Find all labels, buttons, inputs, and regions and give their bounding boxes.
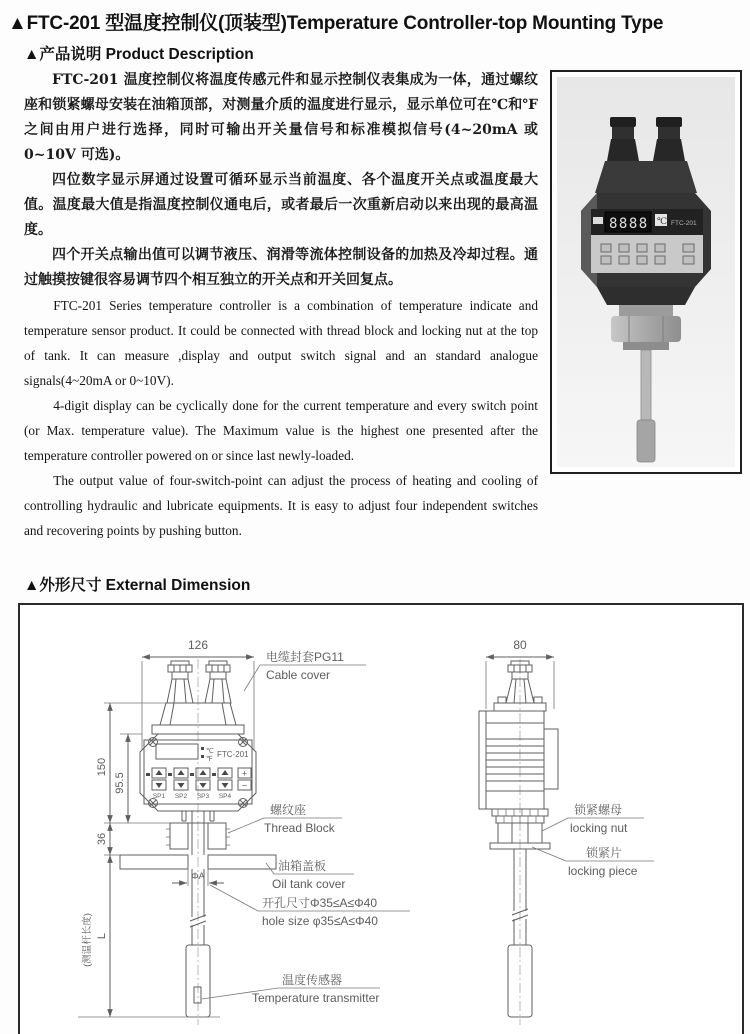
label-hole-size-zh: 开孔尺寸Φ35≤A≤Φ40 <box>262 896 378 910</box>
label-oil-tank-zh: 油箱盖板 <box>278 859 327 873</box>
photo-model-label: FTC-201 <box>671 220 697 227</box>
front-cable-glands <box>167 661 231 703</box>
label-sensor-zh: 温度传感器 <box>282 973 343 987</box>
product-photo-frame <box>550 70 742 474</box>
device-terminal-box <box>595 161 697 193</box>
panel-minus-button: − <box>241 780 248 791</box>
sensor-window <box>194 987 201 1003</box>
paragraph-zh-3: 四个开关点输出值可以调节液压、润滑等流体控制设备的加热及冷却过程。通过触摸按键很容易调节四个相互独立的开关点和开关回复点。 <box>24 247 538 288</box>
front-dim-hole-value: ΦA <box>191 871 205 881</box>
front-leader-labels <box>202 649 410 1005</box>
front-dim-width-value: 126 <box>187 638 209 652</box>
photo-display-digits: 8888 <box>609 216 649 232</box>
label-thread-block-en: Thread Block <box>264 821 335 835</box>
front-view-drawing <box>78 638 410 1025</box>
device-bottom-band <box>597 287 695 305</box>
panel-sp1-label: SP1 <box>152 793 166 800</box>
front-left-dimensions <box>81 703 170 1017</box>
panel-unit-c: ℃ <box>206 748 214 755</box>
label-locking-nut-zh: 锁紧螺母 <box>574 803 623 817</box>
front-dim-height-total: 150 <box>96 757 108 777</box>
front-probe <box>78 869 220 1017</box>
panel-plus-button: + <box>241 768 248 779</box>
label-sensor-en: Temperature transmitter <box>252 991 380 1005</box>
product-description-heading: ▲产品说明 Product Description <box>24 46 254 63</box>
label-locking-piece-en: locking piece <box>568 864 638 878</box>
label-hole-size-en: hole size φ35≤A≤Φ40 <box>262 914 378 928</box>
paragraph-en-2: 4-digit display can be cyclically done for the current temperature and every switch point (or Max. temperature value). The Maximum value is the highest one presented after the temperature controller powered on or since last newly-loaded. <box>24 398 538 463</box>
label-thread-block-zh: 螺纹座 <box>270 803 307 817</box>
paragraph-zh-2: 四位数字显示屏通过设置可循环显示当前温度、各个温度开关点或温度最大值。温度最大值是指温度控制仪通电后，或者最后一次重新启动以来出现的最高温度。 <box>24 172 538 238</box>
description-section <box>24 68 742 543</box>
front-panel-display <box>156 744 249 763</box>
description-text-column <box>24 68 538 543</box>
side-leader-labels <box>532 802 654 878</box>
label-cable-cover-zh: 电缆封套PG11 <box>266 650 344 664</box>
panel-model-label: FTC-201 <box>217 750 249 759</box>
device-display <box>591 209 703 235</box>
front-dim-thread-height: 36 <box>96 832 108 846</box>
panel-sp2-label: SP2 <box>174 793 188 800</box>
side-dim-width-value: 80 <box>513 638 527 652</box>
side-view-drawing <box>479 638 654 1025</box>
front-dim-probe-length: L <box>96 932 108 940</box>
panel-sp3-label: SP3 <box>196 793 210 800</box>
front-dim-height-panel: 95.5 <box>114 772 126 794</box>
external-dimension-heading: ▲外形尺寸 External Dimension <box>24 577 251 594</box>
brand-logo <box>593 217 603 224</box>
paragraph-zh-1: FTC-201 温度控制仪将温度传感元件和显示控制仪表集成为一体，通过螺纹座和锁紧螺母安装在油箱顶部，对测量介质的温度进行显示，显示单位可在℃和℉之间由用户进行选择，同时可输出开关量信号和标准模拟信号(4~20mA 或 0~10V 可选)。 <box>24 72 538 163</box>
label-cable-cover-en: Cable cover <box>266 668 331 682</box>
dimension-drawing <box>20 605 742 1034</box>
front-panel-buttons <box>146 768 251 800</box>
front-dim-probe-note: (测温杆长度) <box>82 913 93 967</box>
page-title: ▲FTC-201 型温度控制仪(顶装型)Temperature Controller-top Mounting Type <box>8 13 664 34</box>
paragraph-en-1: FTC-201 Series temperature controller is a combination of temperature indicate and temperature sensor product. It could be connected with thread block and locking nut at the top of tank. It can measure ,display and output switch signal and an standard analogue signals(4~20mA or 0~10V). <box>24 298 538 388</box>
label-locking-piece-zh: 锁紧片 <box>586 846 623 860</box>
paragraph-en-3: The output value of four-switch-point can adjust the process of heating and cooling of controlling hydraulic and lubricate equipments. It is easy to adjust four independent switches and recovering points by pushing button. <box>24 473 538 538</box>
panel-unit-f: ℉ <box>206 756 213 763</box>
side-tab <box>544 729 558 789</box>
panel-sp4-label: SP4 <box>218 793 232 800</box>
dimension-drawing-frame <box>18 603 744 1034</box>
side-body <box>479 711 558 809</box>
device-body <box>581 193 711 287</box>
label-locking-nut-en: locking nut <box>570 821 628 835</box>
product-photo <box>557 77 735 467</box>
label-oil-tank-en: Oil tank cover <box>272 877 346 891</box>
photo-unit-badge: ℃ <box>657 216 668 226</box>
